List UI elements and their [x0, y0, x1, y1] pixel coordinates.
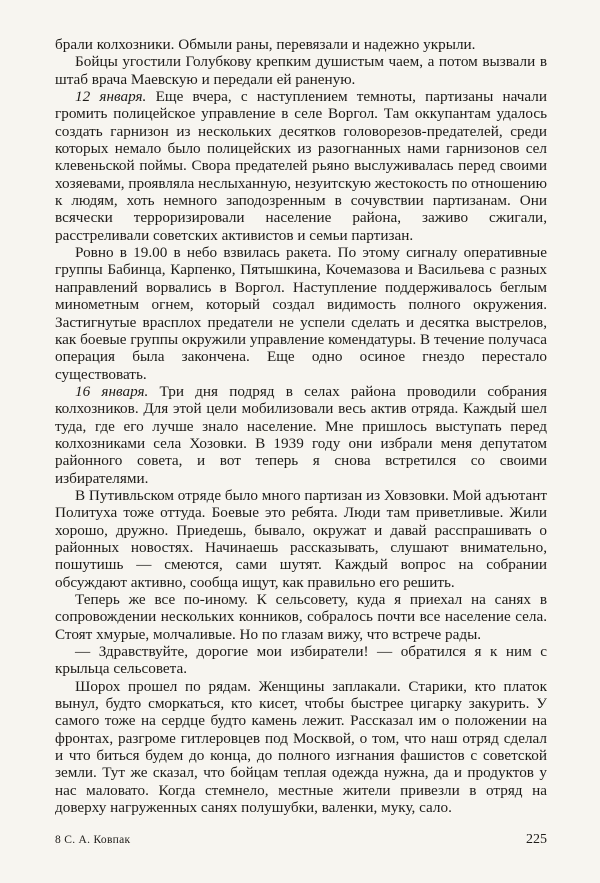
- paragraph-text: Еще вчера, с наступлением темноты, партизаны начали громить полицейское управление в селе Воргол. Там оккупантам удалось создать гарнизон из нескольких десятков головорезов-предателей, среди которых немало было полицейских из разогнанных нами гарнизонов сел клевеньской поймы. Свора предателей рьяно выслуживалась перед своими хозяевами, проявляла неслыханную, незуитскую жестокость по отношению к людям, хоть немного заподозренным в сочувствии партизанам. Они всячески терроризировали население района, заживо сжигали, расстреливали советских активистов и семьи партизан.: [55, 88, 547, 244]
- paragraph-text: В Путивльском отряде было много партизан из Ховзовки. Мой адъютант Политуха тоже оттуда. Боевые это ребята. Люди там приветливые. Жили хорошо, дружно. Приедешь, бывало, окружат и давай расспрашивать о районных новостях. Начинаешь рассказывать, слушают внимательно, пошутишь — смеются, сами шутят. Каждый вопрос на собрании обсуждают активно, сообща ищут, как правильно его решить.: [55, 486, 547, 591]
- paragraph-text: — Здравствуйте, дорогие мои избиратели! — обратился я к ним с крыльца сельсовета.: [55, 643, 547, 678]
- paragraph-text: Ровно в 19.00 в небо взвилась ракета. По этому сигналу оперативные группы Бабинца, Карпенко, Пятышкина, Кочемазова и Васильева с разных направлений ворвались в Воргол. Наступление поддерживалось беглым минометным огнем, который создал видимость полного окружения. Застигнутые врасплох предатели не успели сделать и десятка выстрелов, как боевые группы окружили управление комендатуры. В течение получаса операция была закончена. Еще одно осиное гнездо перестало существовать.: [55, 244, 547, 383]
- paragraph: [55, 53, 547, 88]
- paragraph: [55, 244, 547, 383]
- page-number: 225: [526, 832, 547, 847]
- paragraph-text: брали колхозники. Обмыли раны, перевязали и надежно укрыли.: [55, 36, 476, 53]
- paragraph-text: Три дня подряд в селах района проводили собрания колхозников. Для этой цели мобилизовали весь актив отряда. Каждый шел туда, где его лучше знало население. Мне пришлось выступать перед колхозниками села Хозовки. В 1939 году они избрали меня депутатом районного совета, и вот теперь я снова встретился со своими избирателями.: [55, 382, 547, 487]
- page-body: [55, 36, 547, 816]
- printer-signature: 8 С. А. Ковпак: [55, 834, 131, 846]
- paragraph: [55, 591, 547, 643]
- paragraph: [55, 487, 547, 591]
- paragraph-text: Шорох прошел по рядам. Женщины заплакали. Старики, кто платок вынул, будто сморкаться, кто кисет, чтобы быстрее цигарку закурить. У самого тоже на сердце будто камень лежит. Рассказал им о положении на фронтах, разгроме гитлеровцев под Москвой, о том, что наш отряд сделал и что биться будем до конца, до полного изгнания фашистов с советской земли. Тут же сказал, что бойцам теплая одежда нужна, да и продуктов у нас маловато. Когда стемнело, местные жители привезли в отряд на доверху нагруженных санях полушубки, валенки, муку, сало.: [55, 677, 547, 817]
- paragraph: [55, 88, 547, 244]
- paragraph: [55, 643, 547, 678]
- paragraph-text: Теперь же все по-иному. К сельсовету, куда я приехал на санях в сопровождении нескольких конников, собралось почти все население села. Стоят хмурые, молчаливые. Но по глазам вижу, что встрече рады.: [55, 591, 547, 643]
- paragraph-date: 12 января.: [75, 88, 147, 106]
- paragraph-date: 16 января.: [75, 382, 149, 400]
- page-footer: [55, 832, 547, 848]
- paragraph-text: Бойцы угостили Голубкову крепким душистым чаем, а потом вызвали в штаб врача Маевскую и передали ей раненую.: [55, 53, 547, 88]
- paragraph: [55, 36, 547, 53]
- paragraph: [55, 383, 547, 487]
- paragraph: [55, 678, 547, 817]
